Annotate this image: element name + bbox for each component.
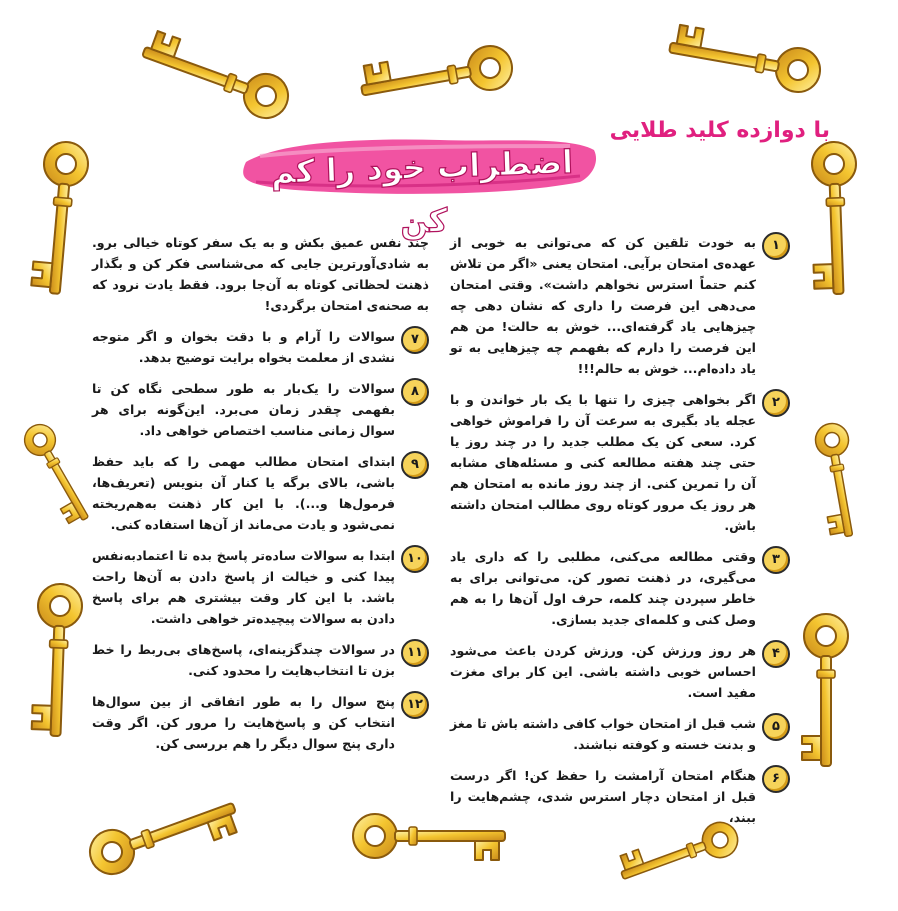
tip-item <box>92 639 429 681</box>
tip-item <box>92 691 429 754</box>
golden-key-icon <box>82 790 262 890</box>
tip-text: ابتدا به سوالات ساده‌تر پاسخ بده تا اعتمادبه‌نفس پیدا کنی و خیالت از پاسخ دادن به آن‌ها راحت باشد. با این کار وقت بیشتری هم برای پاسخ دادن به سوالات پیچیده‌تر خواهی داشت. <box>92 548 395 626</box>
tip-text: سوالات را آرام و با دقت بخوان و اگر متوجه نشدی از معلمت بخواه برایت توضیح بدهد. <box>92 329 395 365</box>
tip-text: به خودت تلقین کن که می‌توانی به خوبی از عهده‌ی امتحان برآیی. امتحان یعنی «اگر من تلاش کنم حتماً استرس نخواهم داشت». وقتی امتحان می‌دهی این فرصت را داری که نشان دهی چه چیزهایی یاد گرفته‌ای... خوش به حالت! من هم این فرصت را دارم که بفهمم چه چیزهایی به تو یاد داده‌ام... خوش به حالم!!! <box>450 235 756 376</box>
golden-key-icon <box>108 38 288 118</box>
tip-text: هر روز ورزش کن. ورزش کردن باعث می‌شود احساس خوبی داشته باشی. این کار برای مغزت مفید است. <box>450 643 756 700</box>
tip-item <box>450 713 790 755</box>
tip-item <box>450 389 790 536</box>
tip-item <box>92 451 429 535</box>
number-badge: ۱۱ <box>401 639 429 667</box>
tip-text: هنگام امتحان آرامشت را حفظ کن! اگر درست قبل از امتحان دچار استرس شدی، چشم‌هایت را ببند، <box>450 768 756 825</box>
number-badge: ۱ <box>762 232 790 260</box>
golden-key-icon <box>20 580 100 780</box>
number-badge: ۷ <box>401 326 429 354</box>
right-column <box>450 232 790 838</box>
number-badge: ۲ <box>762 389 790 417</box>
tip-item <box>450 232 790 379</box>
number-badge: ۹ <box>401 451 429 479</box>
number-badge: ۱۲ <box>401 691 429 719</box>
tip-text: وقتی مطالعه می‌کنی، مطلبی را که داری یاد می‌گیری، در ذهنت تصور کن. می‌توانی برای به خاطر سپردن چند کلمه، حرف اول آن‌ها را به هم وصل کنی و کلمه‌ای جدید بسازی. <box>450 549 756 627</box>
tip-continuation <box>92 232 429 316</box>
golden-key-icon <box>8 410 98 530</box>
number-badge: ۸ <box>401 378 429 406</box>
number-badge: ۵ <box>762 713 790 741</box>
tip-item <box>450 546 790 630</box>
tip-item <box>92 378 429 441</box>
tip-text: چند نفس عمیق بکش و به یک سفر کوتاه خیالی برو. به شادی‌آورترین جایی که می‌شناسی فکر کن و بگذار ذهنت لحظاتی کوتاه به آن‌جا برود. فقط یادت نرود که به صحنه‌ی امتحان برگردی! <box>92 235 429 313</box>
tip-text: پنج سوال را به طور اتفاقی از بین سوال‌ها انتخاب کن و پاسخ‌هایت را مرور کن. اگر وقت داری پنج سوال دیگر را هم بررسی کن. <box>92 694 395 751</box>
number-badge: ۱۰ <box>401 545 429 573</box>
tip-text: در سوالات چندگزینه‌ای، پاسخ‌های بی‌ربط را خط بزن تا انتخاب‌هایت را محدود کنی. <box>92 642 395 678</box>
golden-key-icon <box>648 30 828 120</box>
tip-text: سوالات را یک‌بار به طور سطحی نگاه کن تا بفهمی چقدر زمان می‌برد. این‌گونه برای هر سوال زمانی مناسب اختصاص خواهی داد. <box>92 381 395 438</box>
page-title: اضطراب خود را کم کن <box>270 142 574 241</box>
tip-text: شب قبل از امتحان خواب کافی داشته باش تا مغز و بدنت خسته و کوفته نباشند. <box>450 716 756 752</box>
number-badge: ۴ <box>762 640 790 668</box>
golden-key-icon <box>798 140 878 320</box>
number-badge: ۳ <box>762 546 790 574</box>
golden-key-icon <box>420 28 620 118</box>
page-subtitle: با دوازده کلید طلایی <box>609 118 830 143</box>
golden-key-icon <box>786 610 866 810</box>
tip-text: اگر بخواهی چیزی را تنها با یک بار خواندن و با عجله یاد بگیری به سرعت آن را فراموش خواهی کرد. سعی کن یک مطلب جدید را در چند روز یا حتی چند هفته مطالعه کنی و مسئله‌های مشابه آن را تمرین کنی. از چند روز مانده به امتحان هم هر روز یک مرور کوتاه روی مطالب امتحان داشته باش. <box>450 392 756 533</box>
tip-item <box>92 545 429 629</box>
tip-item <box>92 326 429 368</box>
left-column <box>92 232 429 764</box>
tip-text: ابتدای امتحان مطالب مهمی را که باید حفظ باشی، بالای برگه یا کنار آن بنویس (تعریف‌ها، فرمول‌ها و...). با این کار ذهنت به‌هم‌ریخته نمی‌شود و یادت می‌ماند از آن‌ها استفاده کنی. <box>92 454 395 532</box>
tip-item <box>450 640 790 703</box>
tip-item <box>450 765 790 828</box>
number-badge: ۶ <box>762 765 790 793</box>
golden-key-icon <box>790 410 890 540</box>
